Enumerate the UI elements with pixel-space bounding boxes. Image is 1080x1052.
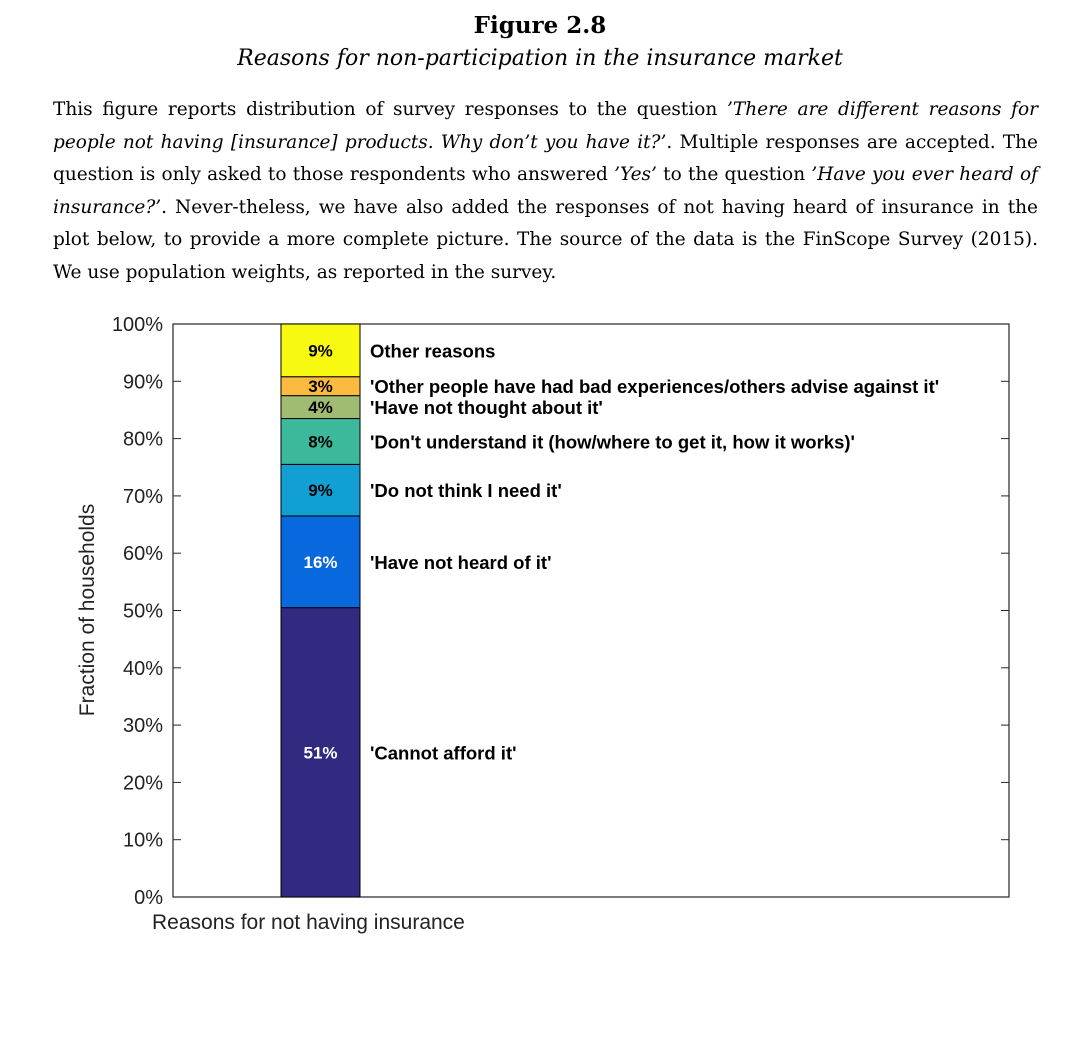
caption-yes-quote: ’Yes’: [614, 164, 657, 186]
x-axis-title: Reasons for not having insurance: [152, 911, 465, 934]
y-tick-label: 60%: [122, 543, 163, 566]
caption-part: . Multiple responses are accepted. The question is only asked to those respondents who answered: [53, 131, 1039, 186]
segment-category-label: 'Have not heard of it': [370, 551, 552, 573]
y-tick-label: 90%: [122, 371, 163, 394]
caption-part: . Never-theless, we have also added the responses of not having heard of insurance in the plot below, to provide a more complete picture. The source of the data is the FinScope Survey (2015). We use population weights, as reported in the survey.: [53, 196, 1038, 283]
y-tick-label: 100%: [111, 314, 163, 336]
caption-part: This figure reports distribution of survey responses to the question: [53, 99, 727, 120]
figure-title: Figure 2.8: [473, 12, 607, 39]
segment-labels: [303, 340, 939, 763]
segment-value-label: 8%: [308, 432, 333, 452]
caption-heard-quote: ’Have you ever heard of insurance?’: [53, 164, 1038, 218]
y-tick-label: 50%: [122, 600, 163, 623]
segment-category-label: 'Do not think I need it': [370, 480, 562, 502]
y-tick-label: 10%: [122, 829, 163, 852]
y-tick-label: 80%: [122, 428, 163, 451]
y-tick-label: 30%: [122, 715, 163, 738]
segment-category-label: 'Have not thought about it': [370, 397, 603, 419]
caption-part: to the question: [656, 164, 812, 186]
y-tick-label: 20%: [122, 772, 163, 795]
segment-value-label: 3%: [308, 377, 333, 397]
segment-category-label: 'Other people have had bad experiences/others advise against it': [370, 376, 940, 398]
segment-category-label: 'Cannot afford it': [370, 742, 517, 764]
caption-question-quote: ’There are different reasons for people not having [insurance] products. Why don’t you have it?’: [53, 99, 1038, 153]
segment-value-label: 9%: [308, 481, 333, 501]
segment-value-label: 4%: [308, 398, 333, 418]
y-tick-label: 0%: [134, 887, 163, 909]
y-tick-label: 70%: [122, 485, 163, 508]
segment-value-label: 16%: [303, 552, 338, 572]
segment-value-label: 9%: [308, 341, 333, 361]
y-axis-title: Fraction of households: [76, 503, 99, 717]
segment-category-label: Other reasons: [370, 340, 496, 362]
figure-subtitle: Reasons for non-participation in the insurance market: [237, 46, 843, 71]
y-tick-label: 40%: [122, 657, 163, 680]
segment-category-label: 'Don't understand it (how/where to get it, how it works)': [370, 431, 855, 453]
segment-value-label: 51%: [303, 743, 338, 763]
